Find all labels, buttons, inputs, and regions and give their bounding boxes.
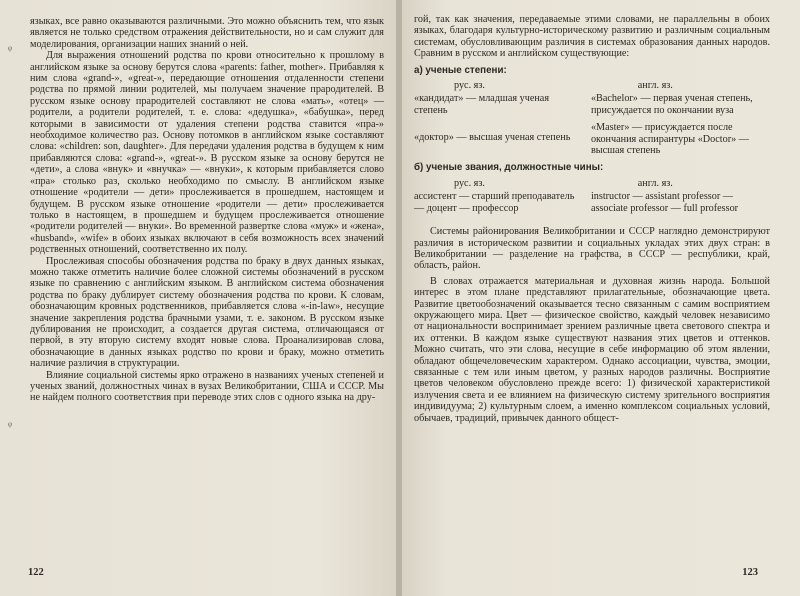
margin-pencil-mark: ᵩ <box>8 38 13 52</box>
column-header-ru: рус. яз. <box>454 177 485 189</box>
section-title: б) ученые звания, должностные чины: <box>414 162 604 174</box>
left-page <box>0 0 398 596</box>
column-header-en: англ. яз. <box>637 177 673 189</box>
margin-pencil-mark: ᵩ <box>8 414 13 428</box>
paragraph: языках, все равно оказываются различными. Это можно объяснить тем, что язык является не только средством отражения действительности, но и сам служит для моделирования, организации наших знаний о ней. <box>30 16 384 50</box>
table-row <box>414 93 770 116</box>
cell-en: «Bachelor» — первая ученая степень, присуждается по окончании вуза <box>590 93 753 116</box>
table-row <box>414 122 770 156</box>
table-header <box>414 178 770 189</box>
book-gutter <box>396 0 402 596</box>
cell-ru: «доктор» — высшая ученая степень <box>414 132 571 144</box>
cell-en: «Master» — присуждается после окончания аспирантуры «Doctor» — высшая степень <box>590 122 749 157</box>
right-page <box>398 0 800 596</box>
cell-en: instructor — assistant professor — associate professor — full professor <box>590 191 739 214</box>
cell-ru: ассистент — старший преподаватель — доцент — профессор <box>414 191 575 214</box>
page-number: 122 <box>28 566 44 578</box>
column-header-ru: рус. яз. <box>454 80 485 92</box>
paragraph: гой, так как значения, передаваемые этими словами, не параллельны в обоих языках, благодаря культурно-историческому развитию и различным социальным системам, обусловливающим различия в системах образования данных народов. Сравним в русском и английском существующие: <box>414 14 770 60</box>
paragraph: Влияние социальной системы ярко отражено в названиях ученых степеней и ученых званий, должностных чинах в вузах Великобритании, США и СССР. Мы не найдем полного соответствия при переводе этих слов с одного языка на дру- <box>30 369 384 404</box>
table-header <box>414 80 770 91</box>
paragraph: Прослеживая способы обозначения родства по браку в двух данных языках, можно также отметить наличие более сложной системы обозначений в русском языке по сравнению с английским языком. В английском система обозначения родства по браку дублирует систему обозначения родства по крови. К словам, обозначающим кровных родственников, прибавляется слова «-in-law», несущие значение закрепления родства брачными узами, т. е. законом. В русском языке дублирования не происходит, а создается другая система, отличающаяся от первой, в эту вторую систему входят новые слова. Проанализировав слова, обозначающие в данных языках родство по крови и браку, можно отметить наличие различия в структурации. <box>30 255 384 370</box>
table-row <box>414 191 770 214</box>
section-title: а) ученые степени: <box>414 64 507 76</box>
paragraph: В словах отражается материальная и духовная жизнь народа. Большой интерес в этом плане представляют прилагательные, обозначающие цвета. Развитие цветообозначений оказывается тесно связанным с самим восприятием окружающего мира. Цвет — физическое свойство, каждый человек независимо от национальности воспринимает зрением различные цвета светового спектра и их оттенки. В каждом языке существуют названия этих цветов и оттенков. Можно считать, что эти слова, несущие в себе информацию об этом явлении, обладают общечеловеческим характером. Однако ассоциации, чувства, эмоции, связанные с тем или иным цветом, у разных народов различны. Восприятие цветов человеком обусловлено прежде всего: 1) физической характеристикой излучения света и ее влиянием на физическую систему зрительного восприятия индивидуума; 2) культурным слоем, а именно комплексом социальных условий, обычаев, традиций, привычек данного общест- <box>414 275 770 424</box>
paragraph: Системы районирования Великобритании и СССР наглядно демонстрируют различия в историческом развитии и социальных укладах этих двух стран: в Великобритании — разделение на графства, в СССР — республики, край, область, район. <box>414 226 770 272</box>
paragraph: Для выражения отношений родства по крови относительно к прошлому в английском языке за основу берутся слова «parents: father, mother». Прибавляя к ним слова «grand-», «great-», передающие отношения отдаленности степени родства по прямой линии родителей, мы получаем значение прародителей. В русском языке основу прародителей составляют не слова «мать», «отец» — родители, а родители родителей, т. е. слова: «дедушка», «бабушка», перед которыми в зависимости от удаления степени родства ставится «пра-» необходимое количество раз. Основу потомков в английском языке составляют слова: «children: son, daughter». Для передачи удаления родства в будущем к ним прибавляются слова: «grand-», «great-». В русском языке за основу берутся не «дети», а слова «внук» и «внучка» — «внуки», к которым прибавляется слово «пра» столько раз, сколько необходимо по смыслу. В английском языке отношение «родители — дети» прослеживается в прошедшем, настоящем и будущем. В русском языке отношение «родители — дети» прослеживается только в настоящем, в прошедшем и будущем прослеживается отношение «родители родителей — внуки». Во временной развертке слова «муж» и «жена», «husband», «wife» в обоих языках включают в себя возможность всех значений родственных отношений, соответственно их полу. <box>30 50 384 256</box>
page-number: 123 <box>742 566 758 578</box>
column-header-en: англ. яз. <box>637 80 673 92</box>
cell-ru: «кандидат» — младшая ученая степень <box>414 93 549 116</box>
